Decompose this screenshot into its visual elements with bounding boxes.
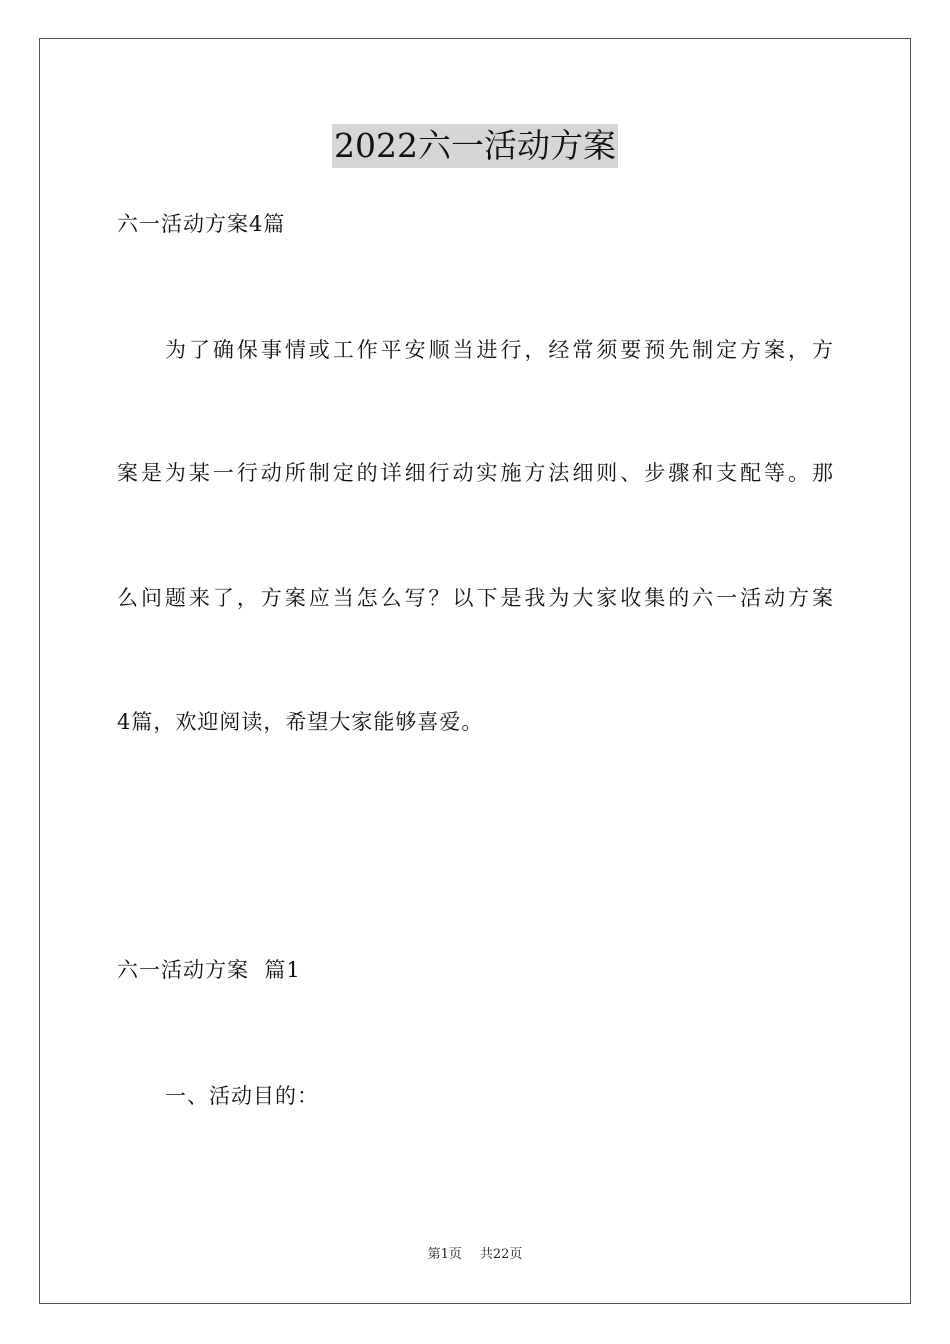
section-heading: 六一活动方案 篇1 <box>117 958 301 982</box>
intro-paragraph-line-2: 案是为某一行动所制定的详细行动实施方法细则、步骤和支配等。那 <box>117 461 833 485</box>
page-footer <box>0 1246 950 1264</box>
page-number: 第1页 <box>427 1247 462 1262</box>
page-total: 共22页 <box>479 1247 523 1262</box>
document-subtitle: 六一活动方案4篇 <box>117 212 286 236</box>
title-container <box>0 124 950 168</box>
intro-paragraph-line-3: 么问题来了，方案应当怎么写？以下是我为大家收集的六一活动方案 <box>117 586 833 610</box>
item-heading: 一、活动目的： <box>165 1084 319 1108</box>
intro-paragraph-line-1: 为了确保事情或工作平安顺当进行，经常须要预先制定方案，方 <box>165 338 833 362</box>
document-title: 2022六一活动方案 <box>332 124 618 168</box>
intro-paragraph-line-4: 4篇，欢迎阅读，希望大家能够喜爱。 <box>117 710 484 734</box>
